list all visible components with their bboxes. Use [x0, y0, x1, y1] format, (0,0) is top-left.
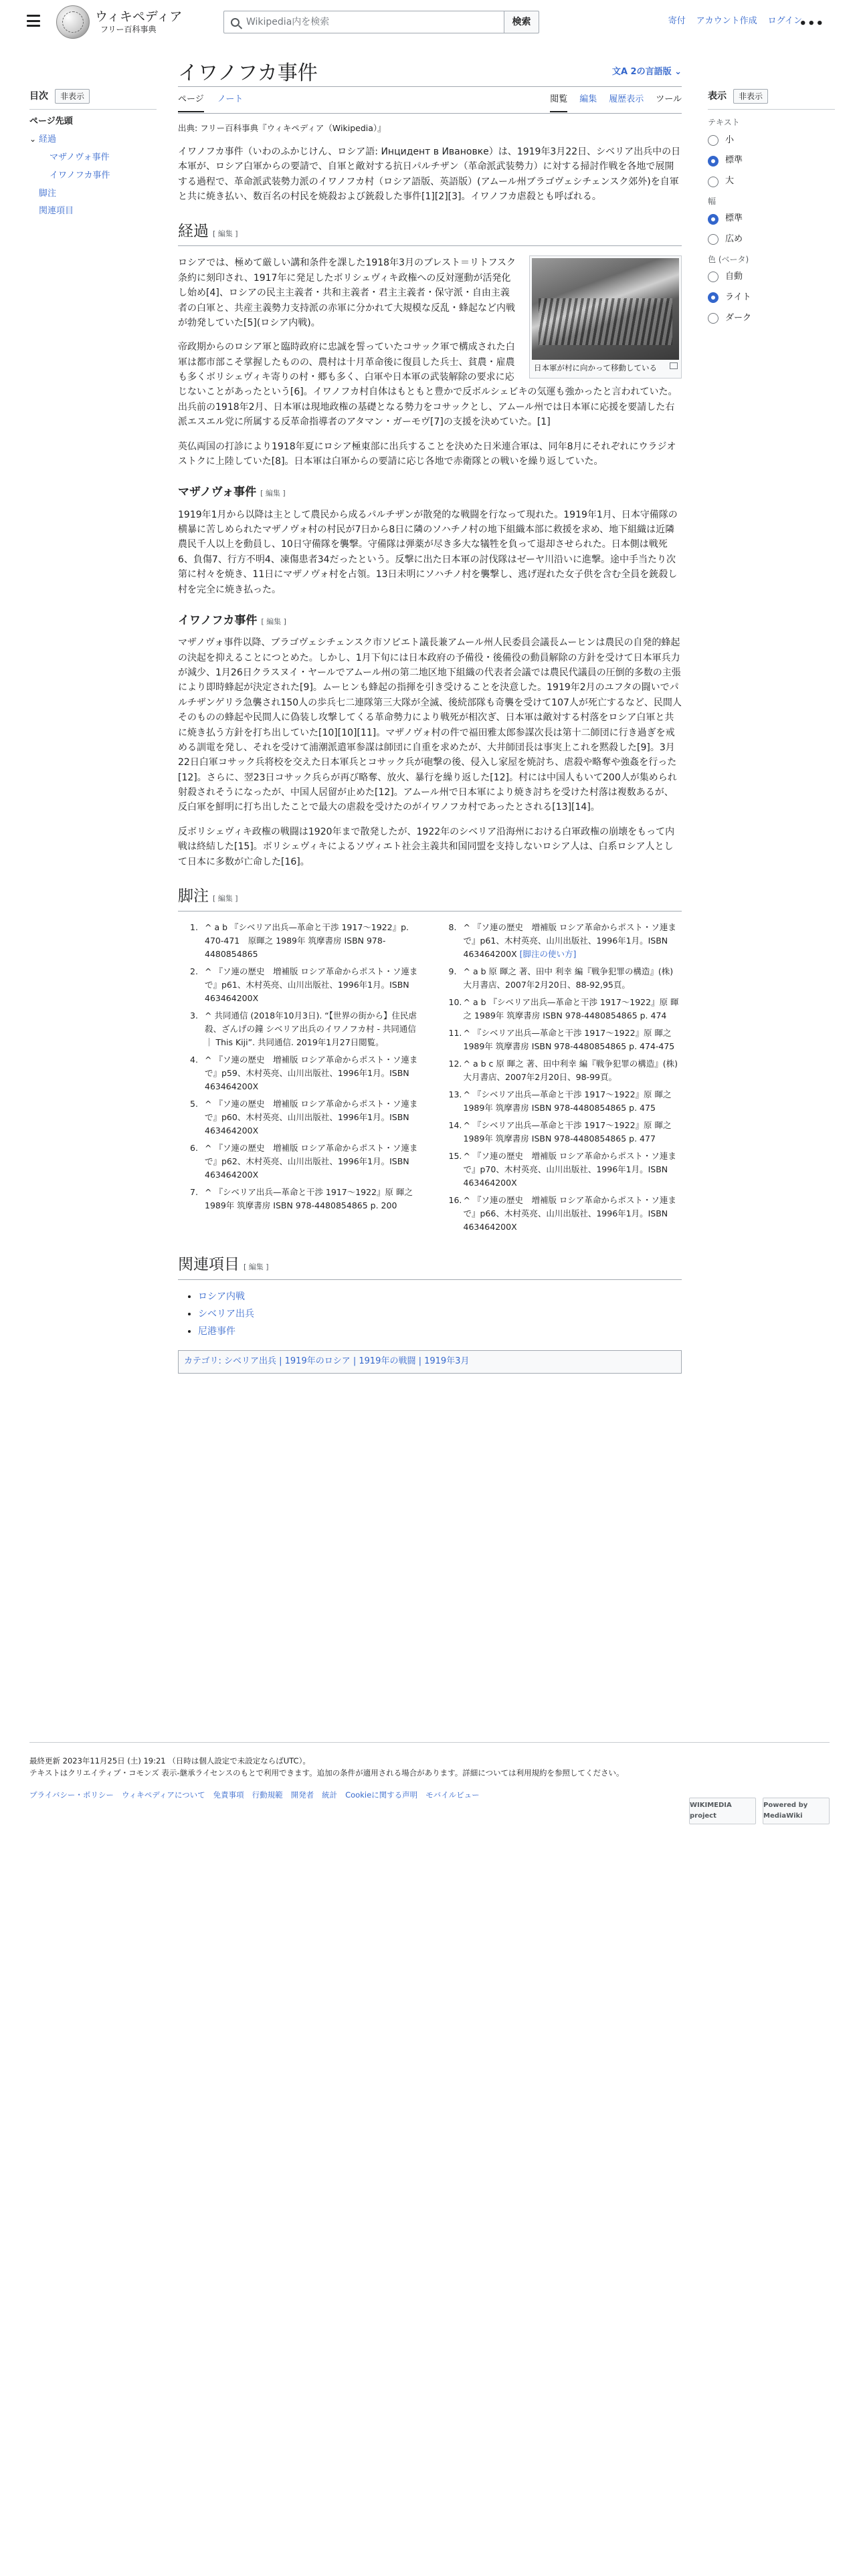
paragraph: マザノヴォ事件以降、ブラゴヴェシチェンスク市ソビエト議長兼アムール州人民委員会議長ムーヒンは農民の自発的蜂起の決起を抑えることにつとめた。しかし、1月下旬には日本政府の予備役・後備役の動員解除の方針を受けて日本軍兵力が減少、1月26日クラスヌイ・ヤールでアムール州の第二地区地下組織の代表者会議では農民代議員の圧倒的多数の主張により即時蜂起が決定された[9]。ムーヒンも蜂起の指揮を引き受けることを決意した。1919年2月のユフタの闘いでパルチザンゲリラ急襲され150人の歩兵七二連隊第三大隊が全滅、後続部隊も奇襲を受けて107人が死亡するなど、民間人そのものの蜂起や民間人に偽装し攻撃してくる革命勢力により戦死が相次ぎ、日本軍は敵対する村落をロシア白軍と共に焼き払う方針を打ち出していた[10][10][11]。マザノヴォ村の件で福田雅太郎参謀次長は第十二師団に行き過ぎを戒める訓電を発し、それを受けて浦潮派遣軍参謀は師団に自重を求めたが、大井師団長は事実上これを黙殺した[9]。3月22日白軍コサック兵将校を交えた日本軍兵とコサック兵が砲撃の後、侵入し家屋を焼討ち、虐殺や略奪や強姦を行った[12]。さらに、翌23日コサック兵らが再び略奪、放火、暴行を繰り返した[12]。村には中国人もいて200人が集められ射殺されそうになったが、中国人居留が止めた[12]。アムール州で日本軍により焼き討ちを受けた村落は複数あるが、反白軍を鮮明に打ち出したことで最大の虐殺を受けたのがイワノフカ村であったとされる[13][14]。	[178, 637, 682, 813]
search-button[interactable]: 検索	[504, 11, 539, 33]
footer-link[interactable]: 行動規範	[252, 1790, 283, 1800]
section-title: 関連項目	[178, 1255, 240, 1273]
reference-item: 10. ^ a b 『シベリア出兵—革命と干渉 1917〜1922』原 暉之 1989年 筑摩書房 ISBN 978-4480854865 p. 474	[448, 996, 679, 1021]
color-light[interactable]	[708, 291, 835, 305]
footer-badges	[689, 1798, 830, 1824]
toc-title: 目次	[29, 91, 48, 102]
section-heading-related	[178, 1253, 682, 1280]
paragraph: 反ボリシェヴィキ政権の戦闘は1920年まで散発したが、1922年のシベリア沿海州における白軍政権の崩壊をもって内戦は終結した[15]。ボリシェヴィキによるソヴィエト社会主義共和国同盟を支持しないロシア人は、白系ロシア人として日本に多数が亡命した[16]。	[178, 826, 675, 867]
toc-divider	[29, 109, 157, 110]
color-auto[interactable]	[708, 270, 835, 284]
toc-item-ivanovka[interactable]	[29, 169, 157, 183]
article-main	[178, 53, 682, 1374]
radio-button[interactable]	[708, 214, 719, 225]
radio-label: ライト	[725, 292, 751, 302]
related-link[interactable]: ロシア内戦	[198, 1291, 245, 1302]
reference-item: 14. ^ 『シベリア出兵—革命と干渉 1917〜1922』原 暉之 1989年 筑摩書房 ISBN 978-4480854865 p. 477	[448, 1119, 672, 1144]
reference-item: 13. ^ 『シベリア出兵—革命と干渉 1917〜1922』原 暉之 1989年 筑摩書房 ISBN 978-4480854865 p. 475	[448, 1089, 672, 1113]
reference-text: ^ 『ソ連の歴史 増補版 ロシア革命からポスト・ソ連まで』p61、木村英亮、山川出版社、1996年1月。ISBN 463464200X	[205, 966, 418, 1003]
reference-item: 16. ^ 『ソ連の歴史 増補版 ロシア革命からポスト・ソ連まで』p66、木村英亮、山川出版社、1996年1月。ISBN 463464200X	[448, 1194, 676, 1232]
radio-label: 標準	[725, 213, 743, 224]
edit-link[interactable]: [ 編集 ]	[213, 229, 238, 238]
site-footer	[29, 1742, 830, 1820]
toc-item-label[interactable]: 関連項目	[39, 206, 74, 217]
section-title: マザノヴォ事件	[178, 486, 257, 500]
radio-label: 小	[725, 134, 735, 145]
footer-link[interactable]: 統計	[322, 1790, 338, 1800]
toc-item-related[interactable]	[29, 205, 157, 219]
main-menu-icon[interactable]	[27, 15, 40, 27]
width-label: 幅	[708, 196, 717, 206]
footer-link[interactable]: ウィキペディアについて	[121, 1790, 205, 1800]
image-thumbnail[interactable]	[529, 255, 682, 379]
radio-label: 広め	[725, 233, 743, 244]
text-size-large[interactable]	[708, 175, 835, 189]
globe-icon	[56, 5, 90, 39]
references-list	[178, 921, 682, 1238]
search-icon	[231, 18, 240, 27]
appearance-panel	[708, 89, 835, 332]
reference-text: ^ 『ソ連の歴史 増補版 ロシア革命からポスト・ソ連まで』p61、木村英亮、山川出版社、1996年1月。ISBN 463464200X	[463, 922, 676, 959]
section-title: 脚注	[178, 887, 209, 905]
list-item[interactable]	[198, 1307, 682, 1321]
login-link[interactable]: ログイン	[767, 16, 802, 26]
reference-item: 7. ^ 『シベリア出兵—革命と干渉 1917〜1922』原 暉之 1989年 筑摩書房 ISBN 978-4480854865 p. 200	[190, 1186, 413, 1210]
tab-tools[interactable]: ツール	[656, 94, 682, 104]
related-list	[178, 1289, 682, 1339]
search-placeholder: Wikipedia内を検索	[246, 16, 330, 27]
mediawiki-badge[interactable]: Powered by MediaWiki	[763, 1798, 830, 1824]
reference-text: ^ 『シベリア出兵—革命と干渉 1917〜1922』原 暉之 1989年 筑摩書房 ISBN 978-4480854865 p. 475	[463, 1089, 672, 1113]
table-of-contents	[29, 89, 157, 223]
reference-text: ^ 『シベリア出兵—革命と干渉 1917〜1922』原 暉之 1989年 筑摩書房 ISBN 978-4480854865 p. 200	[205, 1186, 413, 1210]
title-row	[178, 53, 682, 87]
color-dark[interactable]	[708, 312, 835, 326]
refs-usage-link[interactable]: [脚注の使い方]	[519, 948, 577, 959]
list-item[interactable]	[198, 1289, 682, 1304]
width-standard[interactable]	[708, 212, 835, 226]
search-form	[223, 11, 539, 33]
reference-text: ^ 『ソ連の歴史 増補版 ロシア革命からポスト・ソ連まで』p60、木村英亮、山川出版社、1996年1月。ISBN 463464200X	[205, 1098, 418, 1136]
section-heading-ivanovka	[178, 612, 682, 630]
license-text: テキストはクリエイティブ・コモンズ 表示-継承ライセンスのもとで利用できます。追加の条件が適用される場合があります。詳細については利用規約を参照してください。	[29, 1768, 624, 1778]
tab-talk[interactable]: ノート	[217, 94, 244, 104]
tab-edit[interactable]: 編集	[579, 94, 597, 104]
radio-button[interactable]	[708, 177, 719, 187]
reference-item: 15. ^ 『ソ連の歴史 増補版 ロシア革命からポスト・ソ連まで』p70、木村英亮、山川出版社、1996年1月。ISBN 463464200X	[448, 1150, 676, 1188]
logo-subtitle: フリー百科事典	[100, 25, 157, 35]
reference-text: ^ 『ソ連の歴史 増補版 ロシア革命からポスト・ソ連まで』p70、木村英亮、山川出版社、1996年1月。ISBN 463464200X	[463, 1150, 676, 1188]
list-item[interactable]	[198, 1324, 682, 1339]
footer-link[interactable]: プライバシー・ポリシー	[29, 1790, 114, 1800]
section-heading-refs	[178, 884, 682, 911]
reference-item: 9. ^ a b 原 暉之 著、田中 利幸 編『戦争犯罪の構造』(株) 大月書店、2007年2月20日、88-92,95頁。	[448, 966, 674, 990]
footer-link[interactable]: 免責事項	[213, 1790, 244, 1800]
source-line: 出典: フリー百科事典『ウィキペディア（Wikipedia）』	[178, 123, 386, 133]
edit-link[interactable]: [ 編集 ]	[213, 894, 238, 903]
reference-text: ^ a b c 原 暉之 著、田中利幸 編『戦争犯罪の構造』(株) 大月書店、2007年2月20日、98-99頁。	[463, 1058, 678, 1082]
reference-item: 6. ^ 『ソ連の歴史 増補版 ロシア革命からポスト・ソ連まで』p62、木村英亮、山川出版社、1996年1月。ISBN 463464200X	[190, 1142, 418, 1180]
appearance-title: 表示	[708, 91, 727, 102]
intro-paragraph: イワノフカ事件（いわのふかじけん、ロシア語: Инцидент в Ивановке）は、1919年3月22日、シベリア出兵中の日本軍が、ロシア白軍からの要請で、自軍と敵対する抗日パルチザン（革命派武装勢力）に対する掃討作戦を各地で展開する過程で、革命派武装勢力派のイワノフカ村（ロシア語版、英語版）(アムール州ブラゴヴェシチェンスク郊外)を自軍と共に焼き払い、数百名の村民を焼殺および銃殺した事件[1][2][3]。イワノフカ虐殺とも呼ばれる。	[178, 146, 681, 203]
reference-text: ^ 『ソ連の歴史 増補版 ロシア革命からポスト・ソ連まで』p59、木村英亮、山川出版社、1996年1月。ISBN 463464200X	[205, 1054, 418, 1091]
tab-page[interactable]: ページ	[178, 93, 204, 112]
reference-text: ^ 『シベリア出兵—革命と干渉 1917〜1922』原 暉之 1989年 筑摩書房 ISBN 978-4480854865 p. 474-475	[463, 1027, 675, 1051]
related-link[interactable]: シベリア出兵	[198, 1309, 254, 1319]
radio-label: 大	[725, 176, 735, 187]
reference-item: 11. ^ 『シベリア出兵—革命と干渉 1917〜1922』原 暉之 1989年 筑摩書房 ISBN 978-4480854865 p. 474-475	[448, 1027, 675, 1051]
references-left-column	[178, 921, 423, 1238]
related-link[interactable]: 尼港事件	[198, 1326, 235, 1337]
image-caption	[532, 360, 679, 376]
radio-button[interactable]	[708, 292, 719, 303]
footer-link[interactable]: Cookieに関する声明	[345, 1790, 418, 1800]
reference-item: 12. ^ a b c 原 暉之 著、田中利幸 編『戦争犯罪の構造』(株) 大月書店、2007年2月20日、98-99頁。	[448, 1058, 678, 1082]
site-header	[0, 0, 859, 45]
historical-photo[interactable]	[532, 258, 679, 360]
appearance-divider	[708, 109, 835, 110]
toc-item-refs[interactable]	[29, 187, 157, 201]
toc-item-mazanovo[interactable]	[29, 151, 157, 165]
toc-item-label[interactable]: イワノフカ事件	[50, 170, 110, 181]
reference-text: ^ 『シベリア出兵—革命と干渉 1917〜1922』原 暉之 1989年 筑摩書房 ISBN 978-4480854865 p. 477	[463, 1119, 672, 1144]
width-wide[interactable]	[708, 233, 835, 247]
search-input[interactable]	[223, 11, 504, 33]
language-button[interactable]	[612, 66, 682, 80]
wikipedia-logo[interactable]	[56, 5, 182, 39]
toc-item-label[interactable]: 経過	[39, 134, 57, 145]
donate-link[interactable]: 寄付	[668, 16, 686, 26]
section-heading-keika	[178, 219, 682, 247]
radio-button[interactable]	[708, 156, 719, 167]
radio-label: ダーク	[725, 312, 752, 323]
page-tabs	[178, 87, 682, 114]
reference-text: ^ a b 原 暉之 著、田中 利幸 編『戦争犯罪の構造』(株) 大月書店、2007年2月20日、88-92,95頁。	[463, 966, 674, 990]
section-title: イワノフカ事件	[178, 613, 258, 627]
reference-text: ^ 『ソ連の歴史 増補版 ロシア革命からポスト・ソ連まで』p62、木村英亮、山川出版社、1996年1月。ISBN 463464200X	[205, 1142, 418, 1180]
color-label: 色 (ベータ)	[708, 254, 749, 264]
radio-label: 自動	[725, 271, 743, 282]
radio-button[interactable]	[708, 135, 719, 146]
reference-item: 1. ^ a b 『シベリア出兵—革命と干渉 1917〜1922』p. 470-471 原暉之 1989年 筑摩書房 ISBN 978-4480854865	[190, 922, 409, 959]
categories-text[interactable]: カテゴリ: シベリア出兵 | 1919年のロシア | 1919年の戦闘 | 1919年3月	[184, 1356, 470, 1366]
section-heading-mazanovo	[178, 484, 682, 502]
edit-link[interactable]: [ 編集 ]	[244, 1262, 269, 1271]
footer-link[interactable]: 開発者	[290, 1790, 314, 1800]
footer-link[interactable]: モバイルビュー	[425, 1790, 480, 1800]
reference-item: 2. ^ 『ソ連の歴史 増補版 ロシア革命からポスト・ソ連まで』p61、木村英亮、山川出版社、1996年1月。ISBN 463464200X	[190, 966, 418, 1003]
reference-item: 8. ^ 『ソ連の歴史 増補版 ロシア革命からポスト・ソ連まで』p61、木村英亮、山川出版社、1996年1月。ISBN 463464200X [脚注の使い方]	[448, 922, 676, 959]
reference-item: 3. ^ 共同通信 (2018年10月3日). “【世界の街から】住民虐殺、ざんげの鐘 シベリア出兵のイワノフカ村 - 共同通信 ｜ This Kiji”. 共同通信. 2019年1月27日閲覧。	[190, 1010, 417, 1047]
paragraph: ロシアでは、極めて厳しい講和条件を課した1918年3月のブレスト＝リトフスク条約に刻印され、1917年に発足したボリシェヴィキ政権への反対運動が活発化し始め[4]、ロシアの民主主義者・共和主義者・君主主義者・保守派・自由主義者の白軍と、共産主義勢力支持派の赤軍に分かれて大規模な反乱・蜂起など内戦が勃発していた[5](ロシア内戦)。	[178, 257, 516, 328]
logo-title: ウィキペディア	[95, 9, 183, 25]
toc-item-keika[interactable]	[29, 133, 157, 147]
text-size-standard[interactable]	[708, 154, 835, 168]
last-updated: 最終更新 2023年11月25日 (土) 19:21 （日時は個人設定で未設定ならばUTC）。	[29, 1756, 310, 1765]
radio-label: 標準	[725, 155, 743, 166]
chevron-down-icon: ⌄	[671, 67, 682, 77]
references-right-column	[437, 921, 682, 1238]
toc-item-label[interactable]: 脚注	[39, 188, 57, 199]
toc-item-top[interactable]: ページ先頭	[29, 116, 73, 127]
paragraph: 英仏両国の打診により1918年夏にロシア極東部に出兵することを決めた日米連合軍は、同年8月にそれぞれにウラジオストクに上陸していた[8]。日本軍は白軍からの要請に応じ各地で赤衛隊との戦いを繰り返していた。	[178, 441, 676, 467]
translate-icon: 文A	[611, 67, 631, 77]
wikimedia-badge[interactable]: WIKIMEDIA project	[689, 1798, 756, 1824]
text-size-small[interactable]	[708, 134, 835, 148]
section-title: 経過	[178, 222, 209, 239]
reference-item: 4. ^ 『ソ連の歴史 増補版 ロシア革命からポスト・ソ連まで』p59、木村英亮、山川出版社、1996年1月。ISBN 463464200X	[190, 1054, 418, 1091]
tab-history[interactable]: 履歴表示	[609, 94, 644, 104]
enlarge-icon[interactable]	[670, 362, 678, 369]
text-size-label: テキスト	[708, 118, 740, 128]
chevron-down-icon[interactable]: ⌄	[29, 134, 37, 144]
page-title: イワノフカ事件	[178, 62, 318, 84]
more-options-icon[interactable]: •••	[799, 17, 824, 31]
edit-link[interactable]: [ 編集 ]	[261, 617, 286, 626]
reference-text: ^ a b 『シベリア出兵—革命と干渉 1917〜1922』原 暉之 1989年 筑摩書房 ISBN 978-4480854865 p. 474	[463, 996, 679, 1021]
user-links	[668, 15, 802, 29]
reference-text: ^ 『ソ連の歴史 増補版 ロシア革命からポスト・ソ連まで』p66、木村英亮、山川出版社、1996年1月。ISBN 463464200X	[463, 1194, 676, 1232]
radio-button[interactable]	[708, 272, 719, 282]
tab-read[interactable]: 閲覧	[550, 93, 567, 112]
create-account-link[interactable]: アカウント作成	[696, 16, 757, 26]
appearance-hide-button[interactable]: 非表示	[733, 89, 768, 104]
reference-text: ^ 共同通信 (2018年10月3日). “【世界の街から】住民虐殺、ざんげの鐘 シベリア出兵のイワノフカ村 - 共同通信 ｜ This Kiji”. 共同通信. 2019年1月27日閲覧。	[205, 1010, 417, 1047]
reference-item: 5. ^ 『ソ連の歴史 増補版 ロシア革命からポスト・ソ連まで』p60、木村英亮、山川出版社、1996年1月。ISBN 463464200X	[190, 1098, 418, 1136]
radio-button[interactable]	[708, 313, 719, 324]
paragraph: 帝政期からのロシア軍と臨時政府に忠誠を誓っていたコサック軍で構成された白軍は都市部こそ掌握したものの、農村は十月革命後に復員した兵士、貧農・雇農も多くボリシェヴィキ寄りの村・郷も多く、白軍や日本軍の武装解除の要求に応じないことがあったという[6]。イワノフカ村自体はもともと豊かで反ボルシェビキの気運も強かったと言われていた。出兵前の1918年2月、日本軍は現地政権の基礎となる勢力をコサックとし、アムール州では日本軍に応援を要請した右派エスエル党に所属する反革命指導者のアタマン・ガーモヴ[7]の支援を決めていた。[1]	[178, 342, 678, 428]
language-button-label: 2の言語版	[630, 67, 672, 77]
toc-item-label[interactable]: マザノヴォ事件	[50, 152, 110, 163]
paragraph: 1919年1月から以降は主として農民から成るパルチザンが散発的な戦闘を行なって現れた。1919年1月、日本守備隊の横暴に苦しめられたマザノヴォ村の村民が7日から8日に隣のソハチノ村の地下組織本部に救援を求め、地下組織は近隣農民千人以上を動員し、10日守備隊を襲撃。守備隊は弾薬が尽き多大な犠牲を負って退却させられた。日本側は戦死6、負傷7、行方不明4、凍傷患者34だったという。反撃に出た日本軍の討伐隊はゼーヤ川沿いに進撃。途中手当たり次第に村々を焼き、11日にマザノヴォ村を占領。13日未明にソハチノ村を襲撃し、逃げ遅れた女子供を含む全員を銃殺し村を完全に焼き払った。	[178, 509, 678, 595]
radio-button[interactable]	[708, 234, 719, 245]
caption-text: 日本軍が村に向かって移動している	[534, 363, 657, 373]
category-box[interactable]	[178, 1350, 682, 1374]
toc-hide-button[interactable]: 非表示	[55, 89, 90, 104]
edit-link[interactable]: [ 編集 ]	[260, 489, 286, 498]
reference-text: ^ a b 『シベリア出兵—革命と干渉 1917〜1922』p. 470-471 原暉之 1989年 筑摩書房 ISBN 978-4480854865	[205, 922, 409, 959]
